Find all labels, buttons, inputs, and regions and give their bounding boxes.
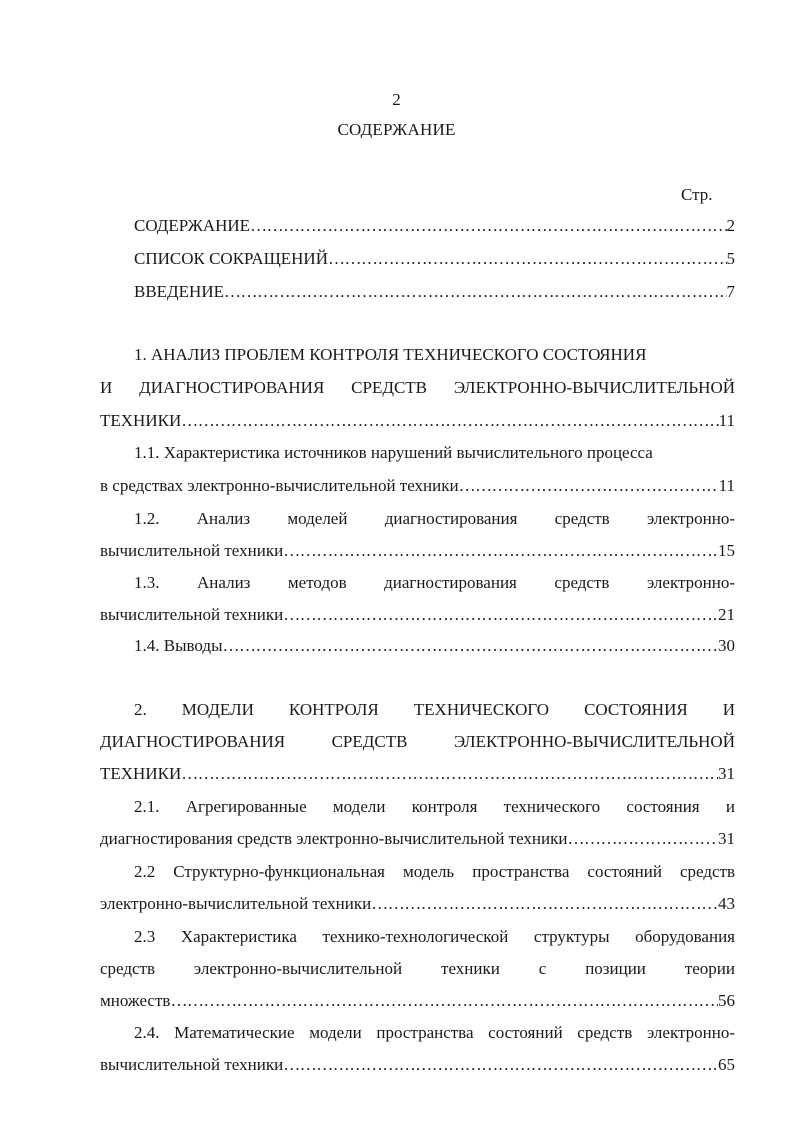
toc-page-number: 65 [718,1055,735,1074]
leader-dots [283,603,718,627]
toc-line: И ДИАГНОСТИРОВАНИЯ СРЕДСТВ ЭЛЕКТРОННО-ВЫЧИСЛИТЕЛЬНОЙ [100,378,735,397]
toc-line: 1.1. Характеристика источников нарушений вычислительного процесса [134,443,653,462]
toc-line: ТЕХНИКИ …………………………………………………………………………………………………………………………………………………………………… 11 [100,409,735,433]
toc-page-number: 43 [718,894,735,913]
toc-line: средств электронно-вычислительной техники с позиции теории [100,959,735,978]
toc-page-number: 56 [718,991,735,1010]
toc-line: 2.2 Структурно-функциональная модель пространства состояний средств [134,862,735,881]
page-title: СОДЕРЖАНИЕ [337,120,456,139]
leader-dots [223,634,718,658]
leader-dots [371,892,718,916]
toc-line: электронно-вычислительной техники …………………………………………………………………………………………………………………………………………………………………… 43 [100,892,735,916]
toc-line: 2.3 Характеристика технико-технологической структуры оборудования [134,927,735,946]
leader-dots [459,474,719,498]
toc-line: диагностирования средств электронно-вычислительной техники …………………………………………………………………………………………………………………………………………………………………… 31 [100,827,735,851]
leader-dots [328,247,727,271]
toc-page-number: 30 [718,636,735,655]
toc-page-number: 31 [718,829,735,848]
leader-dots [181,762,718,786]
toc-page-number: 5 [726,249,735,268]
toc-entry-section-1-4[interactable]: 1.4. Выводы …………………………………………………………………………………………………………………………………………………………………… 30 [134,634,735,658]
leader-dots [283,539,718,563]
leader-dots [250,214,726,238]
toc-line: вычислительной техники …………………………………………………………………………………………………………………………………………………………………… 21 [100,603,735,627]
toc-page-number: 15 [718,541,735,560]
toc-page-number: 7 [726,282,735,301]
toc-entry-spisok-sokrashcheniy[interactable]: СПИСОК СОКРАЩЕНИЙ …………………………………………………………………………………………………………………………………………………………………… 5 [134,247,735,271]
page-number: 2 [392,90,401,109]
toc-line: ДИАГНОСТИРОВАНИЯ СРЕДСТВ ЭЛЕКТРОННО-ВЫЧИСЛИТЕЛЬНОЙ [100,732,735,751]
page-column-label: Стр. [681,185,713,204]
leader-dots [224,280,727,304]
toc-page-number: 31 [718,764,735,783]
toc-page-number: 2 [726,216,735,235]
leader-dots [170,989,718,1013]
toc-line: 1.3. Анализ методов диагностирования средств электронно- [134,573,735,592]
toc-line: вычислительной техники …………………………………………………………………………………………………………………………………………………………………… 65 [100,1053,735,1077]
toc-line: 2.1. Агрегированные модели контроля технического состояния и [134,797,735,816]
toc-entry-vvedenie[interactable]: ВВЕДЕНИЕ …………………………………………………………………………………………………………………………………………………………………… 7 [134,280,735,304]
toc-line: вычислительной техники …………………………………………………………………………………………………………………………………………………………………… 15 [100,539,735,563]
toc-line: ТЕХНИКИ …………………………………………………………………………………………………………………………………………………………………… 31 [100,762,735,786]
toc-page-number: 11 [718,411,735,430]
toc-line: 2. МОДЕЛИ КОНТРОЛЯ ТЕХНИЧЕСКОГО СОСТОЯНИЯ И [134,700,735,719]
toc-entry-soderzhanie[interactable]: СОДЕРЖАНИЕ …………………………………………………………………………………………………………………………………………………………………… 2 [134,214,735,238]
leader-dots [567,827,718,851]
toc-page-number: 21 [718,605,735,624]
toc-line: 1.2. Анализ моделей диагностирования средств электронно- [134,509,735,528]
toc-line: 1. АНАЛИЗ ПРОБЛЕМ КОНТРОЛЯ ТЕХНИЧЕСКОГО СОСТОЯНИЯ [134,345,647,364]
toc-line: 2.4. Математические модели пространства состояний средств электронно- [134,1023,735,1042]
toc-page-number: 11 [718,476,735,495]
leader-dots [181,409,718,433]
leader-dots [283,1053,718,1077]
toc-line: в средствах электронно-вычислительной техники …………………………………………………………………………………………………………………………………………………………………… 11 [100,474,735,498]
toc-line: множеств …………………………………………………………………………………………………………………………………………………………………… 56 [100,989,735,1013]
